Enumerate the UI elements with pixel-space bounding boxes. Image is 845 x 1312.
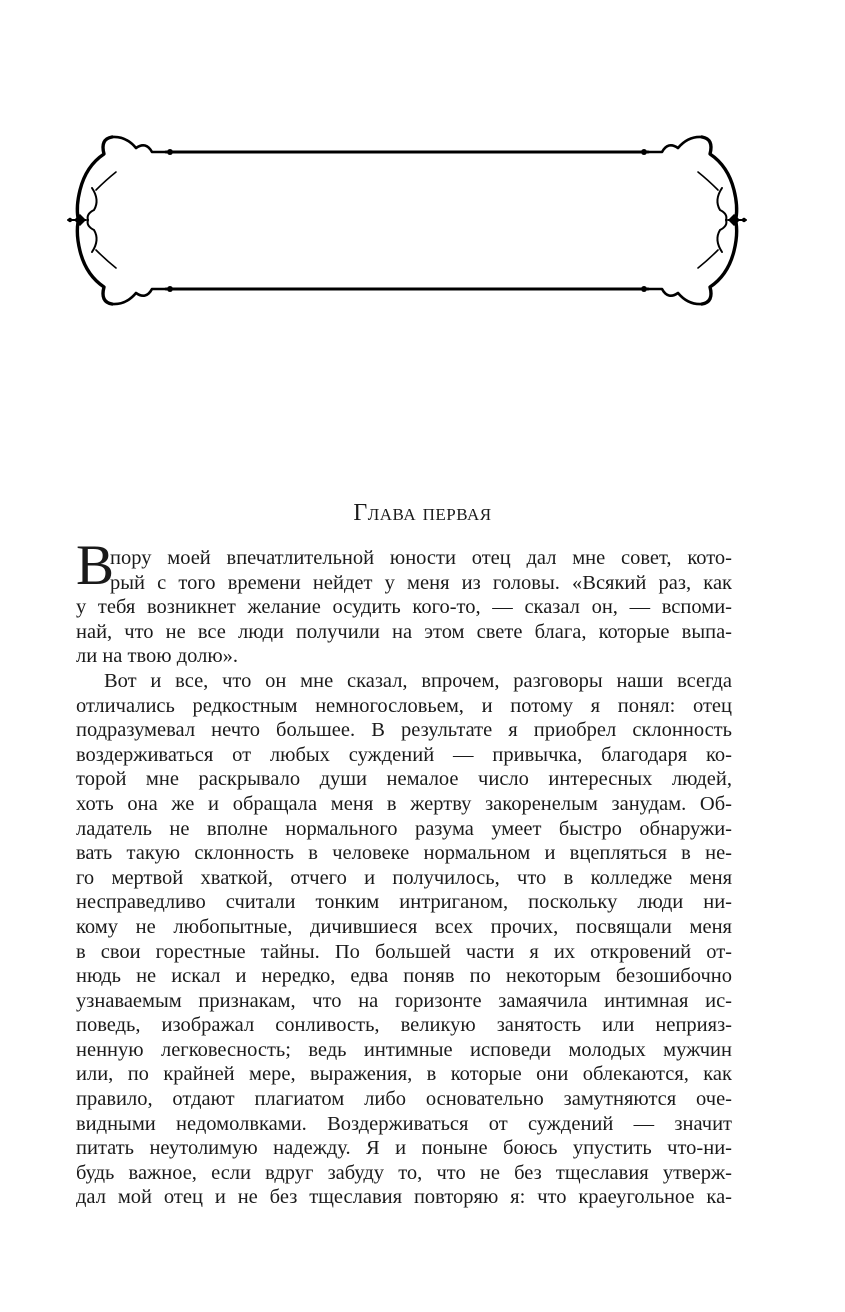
text-line: торой мне раскрывало души немалое число интересных людей, <box>76 768 732 791</box>
text-line: ненную легковесность; ведь интимные исповеди молодых мужчин <box>76 1038 732 1061</box>
text-line: видными недомолвками. Воздерживаться от суждений — значит <box>76 1112 732 1135</box>
text-line: ладатель не вполне нормального разума умеет быстро обнаружи- <box>76 817 732 840</box>
chapter-text <box>76 534 732 1210</box>
chapter-title: Глава первая <box>353 500 492 526</box>
text-line: В пору моей впечатлительной юности отец дал мне совет, кото- <box>76 534 732 597</box>
text-line: рый с того времени нейдет у меня из головы. «Всякий раз, как <box>110 571 732 594</box>
text-line: ли на твою долю». <box>76 645 239 668</box>
text-line: подразумевал нечто большее. В результате я приобрел склонность <box>76 719 732 742</box>
text-line: отличались редкостным немногословьем, и потому я понял: отец <box>76 694 732 717</box>
paragraph <box>76 534 732 669</box>
text-line: нюдь не искал и нередко, едва поняв по некоторым безошибочно <box>76 965 732 988</box>
text-line: будь важное, если вдруг забуду то, что не без тщеславия утверж- <box>76 1161 732 1184</box>
text-line: дал мой отец и не без тщеславия повторяю я: что краеугольное ка- <box>76 1186 732 1209</box>
text-line: Вот и все, что он мне сказал, впрочем, разговоры наши всегда <box>104 669 732 692</box>
text-line: го мертвой хваткой, отчего и получилось, что в колледже меня <box>76 866 732 889</box>
text-line: или, по крайней мере, выражения, в которые они облекаются, как <box>76 1063 732 1086</box>
text-line: правило, отдают плагиатом либо основательно замутняются оче- <box>76 1088 732 1111</box>
text-line: хоть она же и обращала меня в жертву закоренелым занудам. Об- <box>76 792 732 815</box>
text-line: в свои горестные тайны. По большей части я их откровений от- <box>76 940 732 963</box>
drop-cap: В <box>76 534 115 597</box>
paragraph <box>76 669 732 1210</box>
text-line: узнаваемым признакам, что на горизонте замаячила интимная ис- <box>76 989 732 1012</box>
text-line: у тебя возникнет желание осудить кого-то, — сказал он, — вспоми- <box>76 596 732 619</box>
text-line: несправедливо считали тонким интриганом, поскольку люди ни- <box>76 891 732 914</box>
text-line: вать такую склонность в человеке нормальном и вцепляться в не- <box>76 842 732 865</box>
text-line: най, что не все люди получили на этом свете блага, которые выпа- <box>76 620 732 643</box>
text-line: воздерживаться от любых суждений — привычка, благодаря ко- <box>76 743 732 766</box>
ornamental-frame <box>66 128 748 312</box>
text-line: питать неутолимую надежду. Я и поныне боюсь упустить что-ни- <box>76 1137 732 1160</box>
text-line: кому не любопытные, дичившиеся всех прочих, посвящали меня <box>76 915 732 938</box>
text-line: поведь, изображал сонливость, великую занятость или неприяз- <box>76 1014 732 1037</box>
